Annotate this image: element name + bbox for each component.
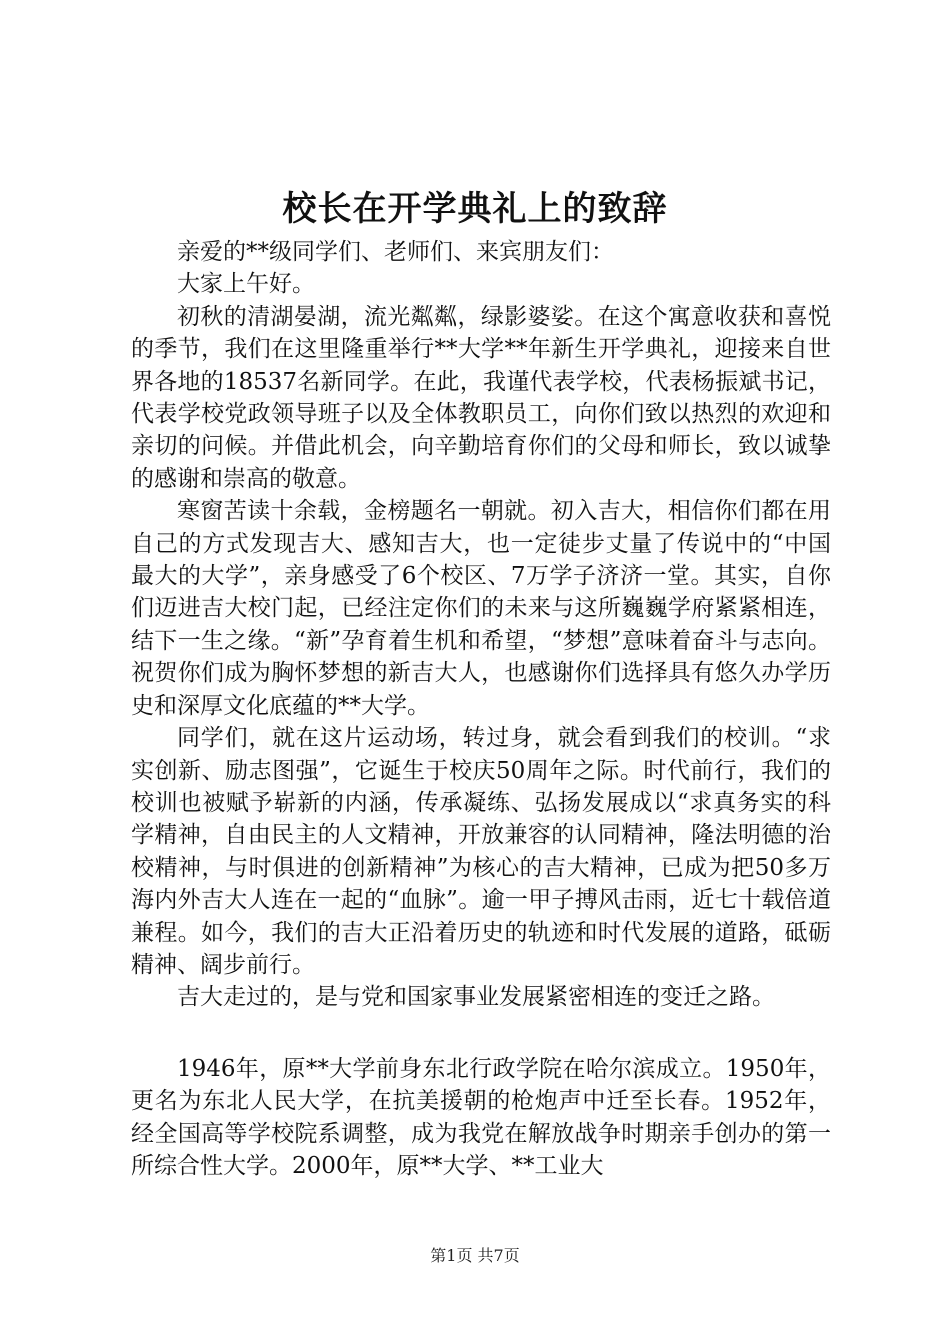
body-paragraph: 同学们，就在这片运动场，转过身，就会看到我们的校训。“求实创新、励志图强”，它诞生于校庆50周年之际。时代前行，我们的校训也被赋予崭新的内涵，传承凝练、弘扬发展成以“求真务实的科学精神，自由民主的人文精神，开放兼容的认同精神，隆法明德的治校精神，与时俱进的创新精神”为核心的吉大精神，已成为把50多万海内外吉大人连在一起的“血脉”。逾一甲子搏风击雨，近七十载倍道兼程。如今，我们的吉大正沿着历史的轨迹和时代发展的道路，砥砺精神、阔步前行。	[131, 725, 831, 978]
paragraph-spacer	[131, 1014, 831, 1053]
greeting-paragraph: 大家上午好。	[177, 271, 315, 298]
page-number-footer: 第1页 共7页	[430, 1246, 520, 1265]
document-body	[131, 236, 831, 1182]
body-paragraph: 寒窗苦读十余载，金榜题名一朝就。初入吉大，相信你们都在用自己的方式发现吉大、感知吉大，也一定徒步丈量了传说中的“中国最大的大学”，亲身感受了6个校区、7万学子济济一堂。其实，自你们迈进吉大校门起，已经注定你们的未来与这所巍巍学府紧紧相连，结下一生之缘。“新”孕育着生机和希望，“梦想”意味着奋斗与志向。祝贺你们成为胸怀梦想的新吉大人，也感谢你们选择具有悠久办学历史和深厚文化底蕴的**大学。	[131, 498, 831, 719]
document-title: 校长在开学典礼上的致辞	[282, 189, 668, 229]
body-paragraph: 初秋的清湖晏湖，流光粼粼，绿影婆娑。在这个寓意收获和喜悦的季节，我们在这里隆重举行**大学**年新生开学典礼，迎接来自世界各地的18537名新同学。在此，我谨代表学校，代表杨振斌书记，代表学校党政领导班子以及全体教职员工，向你们致以热烈的欢迎和亲切的问候。并借此机会，向辛勤培育你们的父母和师长，致以诚挚的感谢和崇高的敬意。	[131, 303, 831, 492]
body-paragraph: 1946年，原**大学前身东北行政学院在哈尔滨成立。1950年，更名为东北人民大学，在抗美援朝的枪炮声中迁至长春。1952年，经全国高等学校院系调整，成为我党在解放战争时期亲手创办的第一所综合性大学。2000年，原**大学、**工业大	[131, 1055, 831, 1179]
body-paragraph: 吉大走过的，是与党和国家事业发展紧密相连的变迁之路。	[177, 984, 775, 1011]
salutation-paragraph: 亲爱的**级同学们、老师们、来宾朋友们：	[177, 239, 614, 265]
